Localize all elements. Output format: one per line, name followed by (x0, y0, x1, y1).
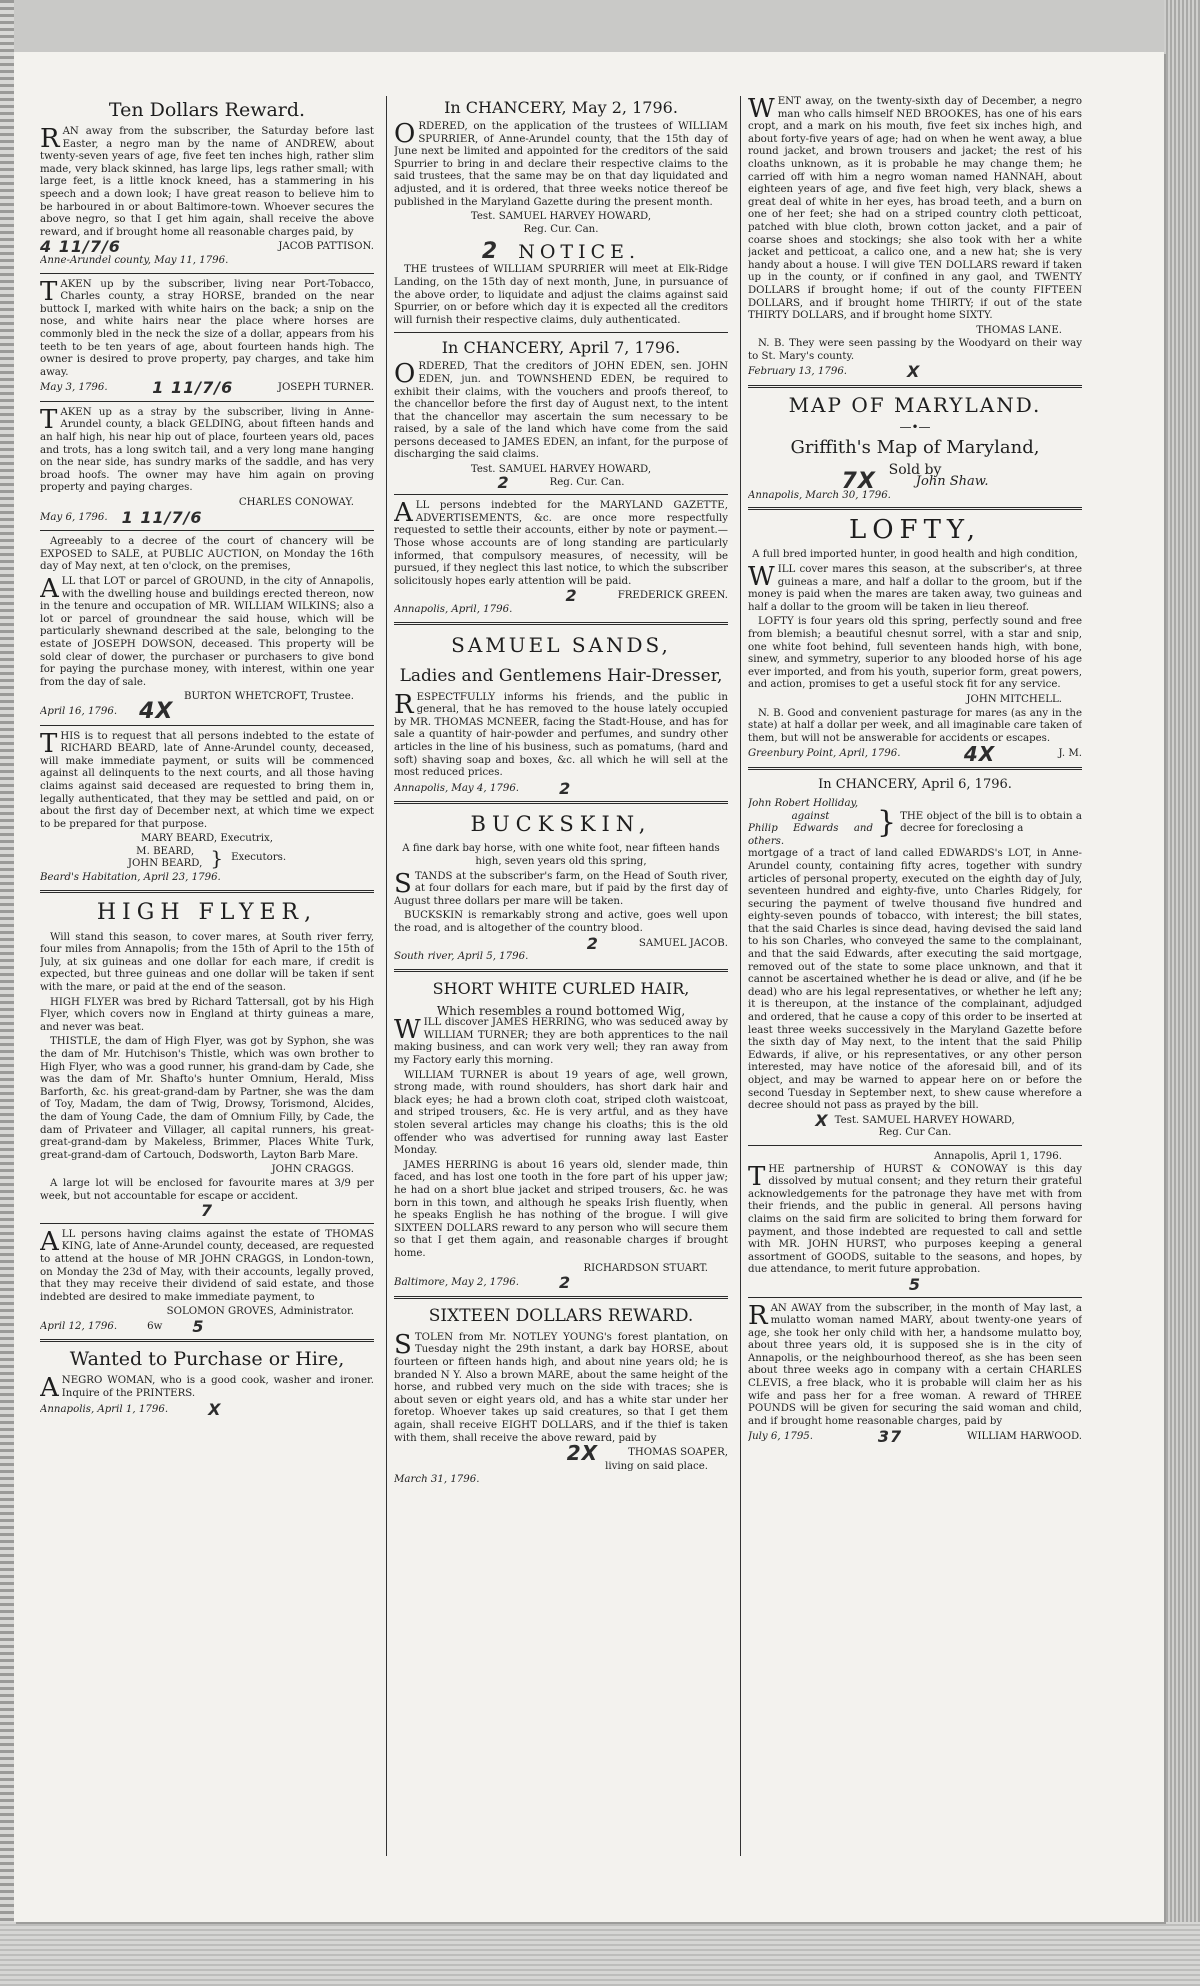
column-2 (394, 96, 728, 1856)
ad-subheading: Griffith's Map of Maryland, (790, 436, 1040, 458)
divider (748, 767, 1082, 770)
ad-short-white-curled-hair (394, 977, 728, 1291)
handwritten-mark: X (208, 1399, 222, 1419)
drop-cap: W (394, 1015, 421, 1046)
ad-heading: SAMUEL SANDS, (451, 632, 671, 657)
ad-lofty (748, 515, 1082, 767)
ad-heading: SIXTEEN DOLLARS REWARD. (428, 1305, 694, 1326)
ad-body: JAMES HERRING is about 16 years old, slender made, thin faced, and has lost one tooth in the fore part of his upper jaw; he had on a short blue jacket and striped trousers, &c. he was born in this town, and although he speaks Irish fluently, when he speaks English he has nothing of the brogue. I will give SIXTEEN DOLLARS reward to any person who will secure them so that I get them again, and reasonable charges if brought home. (394, 1159, 728, 1259)
divider (394, 332, 728, 333)
drop-cap: S (394, 868, 412, 899)
ad-heading: MAP OF MARYLAND. (788, 393, 1042, 418)
handwritten-mark: 4X (139, 698, 174, 724)
ad-body: HIGH FLYER was bred by Richard Tattersall, got by his High Flyer, which covers now in England at thirty guineas a mare, and never was beat. (40, 996, 374, 1033)
ad-date: Annapolis, April, 1796. (394, 604, 513, 615)
ad-against: against (791, 810, 830, 822)
divider (394, 969, 728, 972)
ad-chancery-holliday: In CHANCERY, April 6, 1796. John Robert Holliday, against Philip Edwards and others. } THE object of the bill is to obtain a decree for foreclosing a mortgage of a tract of land called EDWARDS's LOT, in Anne-Arundel county, containing fifty acres, together with sundry articles of personal property, executed on the eighth day of July, seventeen hundred and eighty-five, unto Charles Ridgely, for securing the payment of twelve thousand five hundred and eighty-seven pounds of tobacco, with interest; the bill states, that the said Charles is since dead, having devised the said land to his son Charles, who conveyed the same to the complainant, and that the said Edwards, after executing the said mortgage, removed out of the state to some place unknown, and that it cannot be ascertained whether he is dead or alive, and (if he be dead) who are his legal representatives, or whether he left any; it is thereupon, at the instance of the complainant, adjudged and ordered, that he cause a copy of this order to be inserted at least three weeks successively in the Maryland Gazette before the sixth day of May next, to the intent that the said Philip Edwards, if alive, or his representatives, or any other person interested, may have notice of the aforesaid bill, and of its object, and may be warned to appear here on or before the second Tuesday in September next, to shew cause wherefore a decree should not pass as prayed by the bill. X Test. SAMUEL HARVEY HOWARD, Reg. Cur Can. (748, 776, 1082, 1139)
ad-heading: LOFTY, (848, 515, 982, 546)
ad-body: A large lot will be enclosed for favourite mares at 3/9 per week, but not accountable for escape or accident. (40, 1177, 374, 1202)
ad-body: NEGRO WOMAN, who is a good cook, washer and ironer. Inquire of the PRINTERS. (61, 1375, 374, 1400)
ad-body: LOFTY is four years old this spring, perfectly sound and free from blemish; a beautiful chesnut sorrel, with a star and snip, one white foot behind, full seventeen hands high, with bone, sinew, and symmetry, superior to any blooded horse of his age ever imported, and from his youth, superior form, great powers, and action, promises to get a useful stock fit for any service. (748, 616, 1082, 691)
drop-cap: T (40, 728, 58, 759)
ad-heading: BUCKSKIN, (470, 812, 652, 837)
handwritten-mark: 2 (497, 472, 510, 492)
handwritten-mark: 4 11/7/6 (40, 237, 121, 257)
handwritten-mark: 7X (841, 469, 876, 495)
ad-body: HIS is to request that all persons indebted to the estate of RICHARD BEARD, late of Anne-Arundel county, deceased, will make immediate payment, or suits will be commenced against all delinquents to the next courts, and all those having claims against said deceased are requested to bring them in, legally authenticated, that they may be settled and paid, on or about the first day of December next, at which time we expect to be prepared for that purpose. (40, 730, 374, 830)
ad-body: THISTLE, the dam of High Flyer, was got by Syphon, she was the dam of Mr. Hutchison's Thistle, which was own brother to High Flyer, who was a good runner, his grand-dam by Cade, she was the dam of Mr. Shafto's hunter Omnium, Herald, Miss Barforth, &c. his great-grand-dam by Partner, she was the dam of Toy, Madam, the dam of Twig, Drowsy, Torismond, Alcides, the dam of Young Cade, the dam of Omnium Filly, by Cade, the dam of Privateer and Villager, all capital runners, his great-great-grand-dam by Makeless, Brimmer, Places White Turk, great-grand-dam of Cartouch, Dodsworth, Layton Barb Mare. (40, 1036, 374, 1161)
ad-test: Test. SAMUEL HARVEY HOWARD, (834, 1114, 1015, 1126)
drop-cap: A (40, 1373, 59, 1404)
ad-date: Annapolis, May 4, 1796. (394, 782, 520, 794)
ad-subheading: Ladies and Gentlemens Hair-Dresser, (399, 665, 723, 686)
ad-thomas-king-estate (40, 1226, 374, 1336)
divider (40, 890, 374, 893)
ad-body: ILL discover JAMES HERRING, who was seduced away by WILLIAM TURNER; they are both apprentices to the nail making business, and can work very well; they ran away from my Factory early this morning. (394, 1017, 728, 1067)
ad-date: March 31, 1796. (394, 1474, 480, 1486)
handwritten-mark: 2 (559, 778, 572, 798)
ad-ten-dollars-reward (40, 98, 374, 268)
ad-test: Test. SAMUEL HARVEY HOWARD, (470, 211, 652, 223)
ad-heading: NOTICE. (518, 241, 641, 264)
ad-signature: WILLIAM HARWOOD. (967, 1431, 1082, 1443)
drop-cap: T (40, 276, 58, 307)
handwritten-mark: 5 (192, 1316, 205, 1336)
drop-cap: R (40, 124, 60, 154)
ad-date: April 16, 1796. (40, 705, 118, 717)
ad-body: WILLIAM TURNER is about 19 years of age, well grown, strong made, with round shoulders, has short dark hair and black eyes; he had a brown cloth coat, striped cloth waistcoat, and striped trousers, &c. He is very artful, and as they have stolen several articles may change his cloaths; this is the old offender who was advertised for running away last Easter Monday. (394, 1069, 728, 1157)
ad-registrar: Reg. Cur. Can. (523, 223, 599, 235)
ad-signature: FREDERICK GREEN. (617, 590, 728, 602)
ad-signature: BURTON WHETCROFT, Trustee. (184, 691, 354, 703)
handwritten-mark: 37 (877, 1427, 903, 1447)
divider (394, 494, 728, 495)
ad-sold-by: Sold by (888, 461, 942, 478)
divider (40, 401, 374, 402)
ad-seller: John Shaw. (915, 474, 989, 490)
drop-cap: T (748, 1161, 766, 1192)
ad-signature-location: living on said place. (605, 1460, 708, 1472)
ad-notice-trustees (394, 240, 728, 327)
divider (748, 1297, 1082, 1298)
handwritten-mark: X (815, 1110, 829, 1130)
ad-body: BUCKSKIN is remarkably strong and active, goes well upon the road, and is altogether of the country blood. (394, 910, 728, 934)
ad-date: Greenbury Point, April, 1796. (748, 748, 901, 760)
ad-nb: N. B. They were seen passing by the Woodyard on their way to St. Mary's county. (748, 338, 1082, 362)
ad-intro: Agreeably to a decree of the court of chancery will be EXPOSED to SALE, at PUBLIC AUCTION, on Monday the 16th day of May next, at ten o'clock, on the premises, (40, 536, 374, 573)
ad-map-of-maryland (748, 393, 1082, 502)
ad-date: Beard's Habitation, April 23, 1796. (40, 872, 221, 884)
ad-public-auction (40, 536, 374, 724)
drop-cap: R (394, 689, 414, 720)
ad-subheading: A full bred imported hunter, in good health and high condition, (752, 549, 1078, 561)
ad-ned-brookes (748, 96, 1082, 380)
ad-richard-beard-estate: THIS is to request that all persons indebted to the estate of RICHARD BEARD, late of Anne-Arundel county, deceased, will make immediate payment, or suits will be commenced against all delinquents to the next courts, and all those having claims against said deceased are requested to bring them in, legally authenticated, that they may be settled and paid, on or about the first day of December next, at which time we expect to be prepared for that purpose. MARY BEARD, Executrix, M. BEARD, JOHN BEARD, } Executors. Beard's Habitation, April 23, 1796. (40, 728, 374, 884)
ad-signature: THOMAS LANE. (976, 324, 1062, 336)
ad-body: RDERED, That the creditors of JOHN EDEN, sen. JOHN EDEN, jun. and TOWNSHEND EDEN, be required to exhibit their claims, with the vouchers and proofs thereof, to the chancellor before the first day of August next, to the intent that the chancellor may ascertain the sum necessary to be raised, by a sale of the land which have come from the said persons deceased to JAMES EDEN, an infant, for the purpose of discharging the said claims. (394, 361, 728, 461)
divider (40, 725, 374, 726)
bottom-edge (0, 1922, 1200, 1986)
ad-chancery-eden (394, 338, 728, 492)
ad-date: Annapolis, April 1, 1796. (40, 1403, 169, 1415)
ad-chancery-spurrier (394, 98, 728, 236)
ad-code: 6w (147, 1320, 163, 1332)
drop-cap: S (394, 1329, 412, 1360)
ad-body: THE trustees of WILLIAM SPURRIER will meet at Elk-Ridge Landing, on the 15th day of next month, June, in pursuance of the above order, to liquidate and adjust the claims against said Spurrier, on or before which day it is expected all the creditors will furnish their respective claims, duly authenticated. (394, 264, 728, 326)
ad-signature: MARY BEARD, Executrix, (140, 833, 274, 845)
scan-left-edge (0, 0, 14, 1986)
ad-body-intro: THE object of the bill is to obtain a decree for foreclosing a (900, 810, 1082, 835)
drop-cap: O (394, 359, 416, 390)
ad-nb: N. B. Good and convenient pasturage for mares (as any in the state) at half a dollar per week, and all imaginable care taken of them, but will not be answerable for accidents or escapes. (748, 707, 1082, 744)
ad-wanted-to-purchase (40, 1347, 374, 1417)
column-rule-2 (740, 96, 741, 1856)
column-3 (748, 96, 1082, 1856)
handwritten-mark: 2 (586, 933, 599, 953)
drop-cap: O (394, 119, 416, 149)
ad-body: AN AWAY from the subscriber, in the month of May last, a mulatto woman named MARY, about twenty-one years of age, she took her only child with her, a handsome mulatto boy, about three years old, it is supposed she is in the city of Annapolis, or the neighbourhood thereof, as she has been seen about three weeks ago in company with a certain CHARLES CLEVIS, a free black, who it is probable will claim her as his wife and pass her for a free woman. A reward of THREE POUNDS will be given for securing the said woman and child, and if brought home reasonable charges, paid by (748, 1302, 1082, 1427)
ad-subheading: Which resembles a round bottomed Wig, (436, 1003, 686, 1018)
ad-signature: JOHN BEARD, (127, 858, 203, 870)
ad-high-flyer (40, 898, 374, 1221)
ad-date: May 6, 1796. (40, 511, 108, 523)
ad-body: LL persons having claims against the estate of THOMAS KING, late of Anne-Arundel county, deceased, are requested to attend at the house of MR JOHN CRAGGS, in London-town, on Monday the 23d of May, with their accounts, legally proved, that they may receive their dividend of said estate, and those indebted are desired to make immediate payment, to (40, 1228, 374, 1303)
ad-body: HE partnership of HURST & CONOWAY is this day dissolved by mutual consent; and they return their grateful acknowledgements for the patronage they have met with from their friends, and the public in general. All persons having claims on the said firm are solicited to bring them forward for payment, and those indebted are requested to call and settle with MR. JOHN HURST, who purposes keeping a general assortment of GOODS, suitable to the seasons, and hopes, by due attendance, to merit future approbation. (748, 1163, 1082, 1276)
divider (748, 1145, 1082, 1146)
ad-party: Philip Edwards and others. (748, 823, 873, 847)
ad-body: AKEN up as a stray by the subscriber, living in Anne-Arundel county, a black GELDING, about fifteen hands and an half high, his near hip out of place, fourteen years old, paces and trots, has a long switch tail, and a very long mane hanging on the near side, has sundry marks of the saddle, and has very broad hoofs. The owner may have him again on proving property and paying charges. (40, 406, 374, 494)
ad-body: ILL cover mares this season, at the subscriber's, at three guineas a mare, and half a dollar to the groom, but if the money is paid when the mares are taken away, two guineas and half a dollar to the groom will be taken in lieu thereof. (748, 564, 1082, 613)
ad-subheading: A fine dark bay horse, with one white foot, near fifteen hands high, seven years old this spring, (402, 843, 720, 867)
ad-date: Baltimore, May 2, 1796. (394, 1277, 519, 1289)
ad-runaway-mary (748, 1300, 1082, 1447)
ad-body: AN away from the subscriber, the Saturday before last Easter, a negro man by the name of ANDREW, about twenty-seven years of age, five feet ten inches high, rather slim made, very black skinned, has large lips, legs rather small; with large feet, is a little knock kneed, has a stammering in his speech and a down look; I have great reason to believe him to be harboured in or about Baltimore-town. Whoever secures the above negro, so that I get him again, shall receive the above reward, and if brought home all reasonable charges paid, by (40, 126, 374, 238)
ad-buckskin (394, 809, 728, 963)
ad-body: TANDS at the subscriber's farm, on the Head of South river, at four dollars for each mare, but if paid by the first day of August three dollars per mare will be taken. (394, 870, 728, 907)
ad-date: Annapolis, March 30, 1796. (748, 489, 891, 501)
ad-date: May 3, 1796. (40, 382, 108, 394)
ad-samuel-sands (394, 630, 728, 797)
ad-body: LL that LOT or parcel of GROUND, in the city of Annapolis, with the dwelling house and buildings erected thereon, now in the tenure and occupation of MR. WILLIAM WILKINS; also a lot or parcel of groundnear the said house, which will be particularly shewnand described at the sale, belonging to the estate of JOSEPH DOWSON, deceased. This property will be sold clear of dower, the purchaser or purchasers to give bond for paying the purchase money, with interest, within one year from the day of sale. (40, 576, 374, 688)
handwritten-mark: 2 (558, 1273, 572, 1293)
ad-body: ESPECTFULLY informs his friends, and the public in general, that he has removed to the house lately occupied by MR. THOMAS MCNEER, facing the Stadt-House, and has for sale a quantity of hair-powder and perfumes, and sundry other articles in the line of his business, such as pomatums, (hard and soft) shaving soap and boxes, &c. all which he will sell at the most reduced prices. (394, 691, 728, 779)
ad-date: February 13, 1796. (748, 366, 848, 378)
divider (40, 1339, 374, 1342)
ad-test: Test. SAMUEL HARVEY HOWARD, (470, 464, 652, 476)
ad-heading: In CHANCERY, April 6, 1796. (818, 776, 1012, 792)
ad-heading: In CHANCERY, May 2, 1796. (444, 98, 678, 117)
divider (748, 507, 1082, 510)
divider (394, 801, 728, 804)
divider (748, 385, 1082, 388)
ad-signature: THOMAS SOAPER, (628, 1447, 728, 1459)
ad-stray-horse (40, 276, 374, 398)
handwritten-mark: 7 (200, 1201, 214, 1221)
ad-registrar: Reg. Cur. Can. (549, 476, 625, 488)
divider (40, 530, 374, 531)
drop-cap: R (748, 1300, 768, 1331)
ad-body: LL persons indebted for the MARYLAND GAZETTE, ADVERTISEMENTS, &c. are once more respectfully requested to settle their accounts, either by note or payment.—Those whose accounts are of long standing are particularly informed, that compulsory measures, of necessity, will be pursued, if they neglect this last notice, to which the subscriber solicitously hopes early attention will be paid. (394, 500, 728, 587)
ornament: —•— (899, 420, 931, 435)
divider (40, 273, 374, 274)
ad-executors-label: Executors. (231, 852, 287, 864)
drop-cap: W (748, 96, 775, 124)
handwritten-mark: X (907, 362, 921, 382)
handwritten-mark: 2 (565, 586, 578, 606)
ad-heading: SHORT WHITE CURLED HAIR, (432, 978, 690, 998)
ad-signature: JOSEPH TURNER. (277, 382, 374, 394)
ad-body: mortgage of a tract of land called EDWARDS's LOT, in Anne-Arundel county, containing fifty acres, together with sundry articles of personal property, executed on the eighth day of July, seventeen hundred and eighty-five, unto Charles Ridgely, for securing the payment of twelve thousand five hundred and eighty-seven pounds of tobacco, with interest; the bill states, that the said Charles is since dead, having devised the said land to his son Charles, who conveyed the same to the complainant, and that the said Edwards, after executing the said mortgage, removed out of the state to some place unknown, and that it cannot be ascertained whether he is dead or alive, and (if he be dead) who are his legal representatives, or whether he left any; it is thereupon, at the instance of the complainant, adjudged and ordered, that he cause a copy of this order to be inserted at least three weeks successively in the Maryland Gazette before the sixth day of May next, to the intent that the said Philip Edwards, if alive, or his representatives, or any other person interested, may have notice of the aforesaid bill, and of its object, and may be warned to appear here on or before the second Tuesday in September next, to shew cause wherefore a decree should not pass as prayed by the bill. (748, 848, 1082, 1112)
ad-date: Anne-Arundel county, May 11, 1796. (40, 254, 229, 266)
drop-cap: A (40, 574, 59, 604)
ad-registrar: Reg. Cur Can. (878, 1127, 952, 1139)
ad-body: TOLEN from Mr. NOTLEY YOUNG's forest plantation, on Tuesday night the 29th instant, a dark bay HORSE, about fourteen or fifteen hands high, and about nine years old; he is branded N Y. Also a brown MARE, about the same height of the horse, and rubbed very much on the side with traces; she is about seven or eight years old, and has a white star under her foretop. Whoever takes up said creatures, so that I get them again, shall receive EIGHT DOLLARS, and if the thief is taken with them, shall receive the above reward, paid by (394, 1331, 728, 1444)
ad-heading: In CHANCERY, April 7, 1796. (441, 338, 681, 358)
drop-cap: T (40, 404, 58, 435)
ad-party: John Robert Holliday, (748, 797, 859, 809)
divider (40, 1223, 374, 1224)
ad-signature: JACOB PATTISON. (278, 241, 374, 253)
ad-signature: JOHN MITCHELL. (966, 693, 1062, 705)
handwritten-mark: 5 (908, 1274, 922, 1294)
handwritten-mark: 1 11/7/6 (121, 507, 203, 527)
ad-body: Will stand this season, to cover mares, at South river ferry, four miles from Annapolis; from the 15th of April to the 15th of July, at six guineas and one dollar for each mare, if credit is expected, but three guineas and one dollar will be taken if sent with the mare, or paid at the end of the season. (40, 931, 374, 994)
handwritten-mark: 2 (481, 239, 499, 265)
divider (394, 622, 728, 625)
ad-body: ENT away, on the twenty-sixth day of December, a negro man who calls himself NED BROOKES, has one of his ears cropt, and a mark on his mouth, five feet six inches high, and about forty-five years of age; had on when he went away, a blue round jacket, and brown trousers and jacket; the rest of his cloaths unknown, as it is probable he may change them; he carried off with him a negro woman named HANNAH, about eighteen years of age, and five feet high, very black, shews a great deal of white in her eyes, has broad teeth, and a burn on one of her feet; she had on a striped country cloth petticoat, patched with blue cloth, brown cotton jacket, and a pair of coarse shoes and stockings; she also took with her a white jacket and petticoat, a calico one, and a new hat; she is very handy about a house. I will give TEN DOLLARS reward if taken up in the county, or if confined in any gaol, and TWENTY DOLLARS if brought home; if out of the county FIFTEEN DOLLARS, and if brought home THIRTY; if out of the state THIRTY DOLLARS, and if brought home SIXTY. (748, 96, 1082, 322)
ad-body: RDERED, on the application of the trustees of WILLIAM SPURRIER, of Anne-Arundel county, that the 15th day of June next be limited and appointed for the creditors of the said Spurrier to bring in and declare their respective claims to the said trustees, that the same may be on that day liquidated and adjusted, and it is ordered, that three weeks notice thereof be published in the Maryland Gazette during the present month. (394, 121, 728, 208)
drop-cap: A (40, 1226, 59, 1257)
ad-signature: RICHARDSON STUART. (583, 1262, 708, 1274)
ad-signature: SAMUEL JACOB. (638, 937, 728, 949)
ad-signature: M. BEARD, (136, 845, 195, 857)
column-1 (40, 96, 374, 1856)
ad-sixteen-dollars-reward (394, 1304, 728, 1487)
ad-heading: Wanted to Purchase or Hire, (69, 1348, 345, 1371)
ad-date: South river, April 5, 1796. (394, 951, 529, 963)
drop-cap: A (394, 498, 413, 529)
ad-heading: Ten Dollars Reward. (108, 99, 306, 121)
ad-date: April 12, 1796. (40, 1320, 118, 1332)
handwritten-mark: 4X (963, 742, 996, 767)
ad-initials: J. M. (1058, 748, 1082, 760)
page-edge (1164, 0, 1200, 1986)
ad-signature: JOHN CRAGGS. (271, 1164, 354, 1176)
ad-date: Annapolis, April 1, 1796. (933, 1150, 1062, 1162)
divider (394, 1296, 728, 1299)
ad-stray-gelding (40, 404, 374, 527)
handwritten-mark: 1 11/7/6 (152, 378, 234, 398)
ad-hurst-conoway (748, 1151, 1082, 1292)
ad-heading: HIGH FLYER, (96, 899, 318, 925)
ad-date: July 6, 1795. (748, 1431, 814, 1443)
handwritten-mark: 2X (566, 1441, 599, 1466)
drop-cap: W (748, 562, 775, 593)
ad-signature: CHARLES CONOWAY. (238, 497, 354, 509)
ad-body: AKEN up by the subscriber, living near Port-Tobacco, Charles county, a stray HORSE, branded on the near buttock I, marked with white hairs on the back; a snip on the nose, and white hairs near the place where horses are commonly bled in the neck the size of a dollar, appears from his teeth to be ten years of age, about fourteen hands high. The owner is desired to prove property, pay charges, and take him away. (40, 278, 374, 378)
ad-maryland-gazette (394, 500, 728, 616)
ad-signature: SOLOMON GROVES, Administrator. (166, 1306, 354, 1318)
column-rule-1 (386, 96, 387, 1856)
